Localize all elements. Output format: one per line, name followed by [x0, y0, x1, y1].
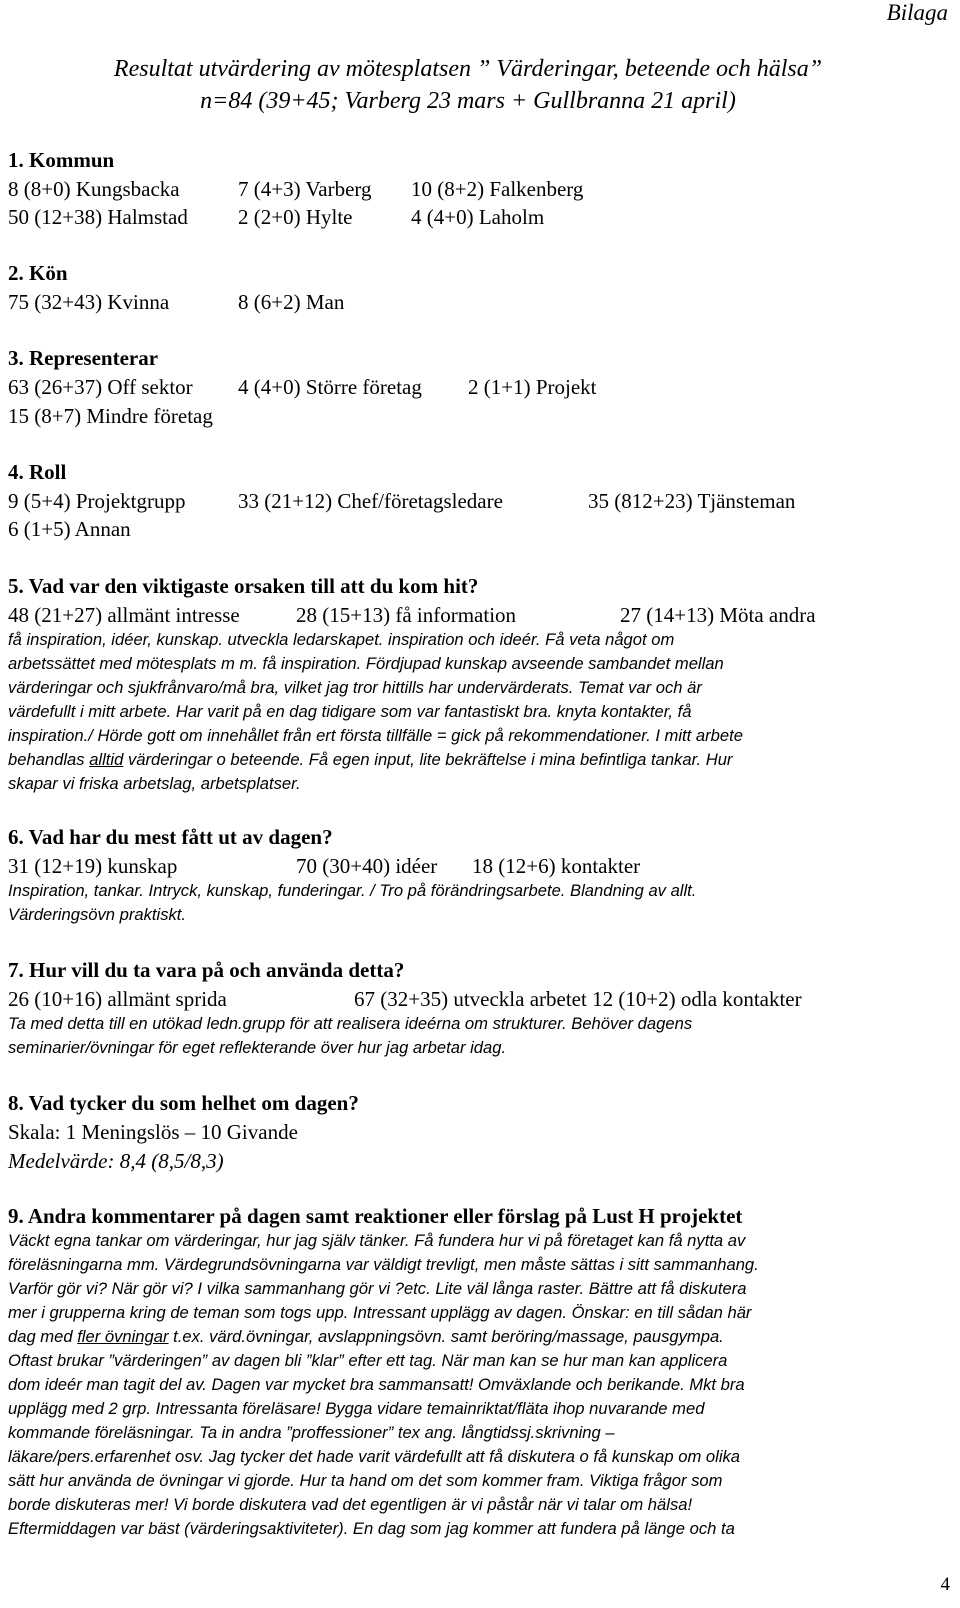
comment-line: föreläsningarna mm. Värdegrundsövningarna var väldigt trevligt, men måste sättas i sitt sammanhang.	[8, 1255, 759, 1274]
comment-line: Inspiration, tankar. Intryck, kunskap, funderingar. / Tro på förändringsarbete. Blandning av allt.	[8, 881, 697, 900]
result-item: 67 (32+35) utveckla arbetet 12 (10+2) odla kontakter	[354, 987, 802, 1011]
comment-line: dom ideér man tagit del av. Dagen var mycket bra sammansatt! Omväxlande och berikande. Mkt bra	[8, 1375, 745, 1394]
comment-line: Värderingsövn praktiskt.	[8, 905, 187, 924]
q3-heading: 3. Representerar	[8, 346, 159, 370]
page-number: 4	[940, 1574, 950, 1595]
result-item: 10 (8+2) Falkenberg	[411, 177, 584, 201]
result-item: 70 (30+40) idéer	[296, 854, 438, 878]
q4-row-2: 6 (1+5) Annan	[8, 517, 131, 541]
text-fragment: dag med	[8, 1327, 78, 1346]
result-item: 8 (8+0) Kungsbacka	[8, 177, 180, 201]
underlined-phrase: fler övningar	[77, 1327, 169, 1346]
comment-line: upplägg med 2 grp. Intressanta föreläsare! Bygga vidare temainriktat/fläta ihop nuvarande med	[8, 1399, 705, 1418]
q6-heading: 6. Vad har du mest fått ut av dagen?	[8, 825, 333, 849]
q4-heading: 4. Roll	[8, 460, 67, 484]
q7-heading: 7. Hur vill du ta vara på och använda detta?	[8, 958, 405, 982]
result-item: 35 (812+23) Tjänsteman	[588, 489, 796, 513]
comment-line: arbetssättet med mötesplats m m. få inspiration. Fördjupad kunskap avseende sambandet mellan	[8, 654, 724, 673]
result-item: 33 (21+12) Chef/företagsledare	[238, 489, 503, 513]
q5-comments	[8, 628, 938, 796]
text-fragment: värderingar o beteende. Få egen input, lite bekräftelse i mina befintliga tankar. Hur	[123, 750, 733, 769]
result-item: 48 (21+27) allmänt intresse	[8, 603, 240, 627]
result-item: 63 (26+37) Off sektor	[8, 375, 193, 399]
comment-line: Eftermiddagen var bäst (värderingsaktiviteter). En dag som jag kommer att fundera på länge och ta	[8, 1519, 735, 1538]
comment-line: inspiration./ Hörde gott om innehållet från ert första tillfälle = gick på rekommendationer. I mitt arbete	[8, 726, 743, 745]
result-item: 31 (12+19) kunskap	[8, 854, 178, 878]
q5-heading: 5. Vad var den viktigaste orsaken till att du kom hit?	[8, 574, 479, 598]
q2-heading: 2. Kön	[8, 261, 68, 285]
comment-line: Oftast brukar ”värderingen” av dagen bli ”klar” efter ett tag. När man kan se hur man kan applicera	[8, 1351, 728, 1370]
q8-mean: Medelvärde: 8,4 (8,5/8,3)	[8, 1149, 224, 1173]
result-item: 7 (4+3) Varberg	[238, 177, 372, 201]
comment-line: mer i grupperna kring de teman som togs upp. Intressant upplägg av dagen. Önskar: en till sådan här	[8, 1303, 752, 1322]
q7-comments	[8, 1012, 938, 1060]
comment-line: Väckt egna tankar om värderingar, hur jag själv tänker. Få fundera hur vi på företaget kan få nytta av	[8, 1231, 746, 1250]
comment-line: skapar vi friska arbetslag, arbetsplatser.	[8, 774, 301, 793]
document-title: Resultat utvärdering av mötesplatsen ” Värderingar, beteende och hälsa”	[113, 56, 823, 82]
comment-line: få inspiration, idéer, kunskap. utveckla ledarskapet. inspiration och ideér. Få veta något om	[8, 630, 675, 649]
underlined-word: alltid	[89, 750, 124, 769]
text-fragment: t.ex. värd.övningar, avslappningsövn. samt beröring/massage, pausgympa.	[168, 1327, 724, 1346]
comment-line: borde diskuteras mer! Vi borde diskutera vad det egentligen är vi påstår när vi talar om hälsa!	[8, 1495, 693, 1514]
q6-comments	[8, 879, 938, 927]
comment-line	[8, 748, 938, 772]
result-item: 28 (15+13) få information	[296, 603, 517, 627]
comment-line: värdefullt i mitt arbete. Har varit på en dag tidigare som var fantastiskt bra. knyta kontakter, få	[8, 702, 692, 721]
result-item: 75 (32+43) Kvinna	[8, 290, 170, 314]
q1-heading: 1. Kommun	[8, 148, 115, 172]
q9-comments	[8, 1229, 938, 1541]
result-item: 4 (4+0) Större företag	[238, 375, 422, 399]
comment-line: Ta med detta till en utökad ledn.grupp för att realisera ideérna om strukturer. Behöver dagens	[8, 1014, 693, 1033]
comment-line: läkare/pers.erfarenhet osv. Jag tycker det hade varit värdefullt att få diskutera o få kunskap om olika	[8, 1447, 741, 1466]
comment-line: värderingar och sjukfrånvaro/må bra, vilket jag tror hittills har undervärderats. Temat var och är	[8, 678, 702, 697]
result-item: 2 (2+0) Hylte	[238, 205, 353, 229]
result-item: 2 (1+1) Projekt	[468, 375, 597, 399]
comment-line: seminarier/övningar för eget reflekterande över hur jag arbetar idag.	[8, 1038, 507, 1057]
comment-line: Varför gör vi? När gör vi? I vilka sammanhang gör vi ?etc. Lite väl långa raster. Bättre att få diskutera	[8, 1279, 747, 1298]
result-item: 50 (12+38) Halmstad	[8, 205, 188, 229]
q8-heading: 8. Vad tycker du som helhet om dagen?	[8, 1091, 359, 1115]
result-item: 4 (4+0) Laholm	[411, 205, 545, 229]
result-item: 27 (14+13) Möta andra	[620, 603, 816, 627]
text-fragment: behandlas	[8, 750, 90, 769]
result-item: 8 (6+2) Man	[238, 290, 345, 314]
comment-line	[8, 1325, 938, 1349]
result-item: 26 (10+16) allmänt sprida	[8, 987, 227, 1011]
q8-scale: Skala: 1 Meningslös – 10 Givande	[8, 1120, 298, 1144]
q3-row-2: 15 (8+7) Mindre företag	[8, 404, 213, 428]
result-item: 18 (12+6) kontakter	[472, 854, 641, 878]
q9-heading: 9. Andra kommentarer på dagen samt reaktioner eller förslag på Lust H projektet	[8, 1204, 743, 1228]
comment-line: sätt hur använda de övningar vi gjorde. Hur ta hand om det som kommer fram. Viktiga frågor som	[8, 1471, 723, 1490]
appendix-label: Bilaga	[886, 0, 948, 25]
result-item: 9 (5+4) Projektgrupp	[8, 489, 186, 513]
comment-line: kommande föreläsningar. Ta in andra ”proffessioner” tex ang. långtidssj.skrivning –	[8, 1423, 615, 1442]
document-subtitle: n=84 (39+45; Varberg 23 mars + Gullbranna 21 april)	[200, 88, 736, 114]
